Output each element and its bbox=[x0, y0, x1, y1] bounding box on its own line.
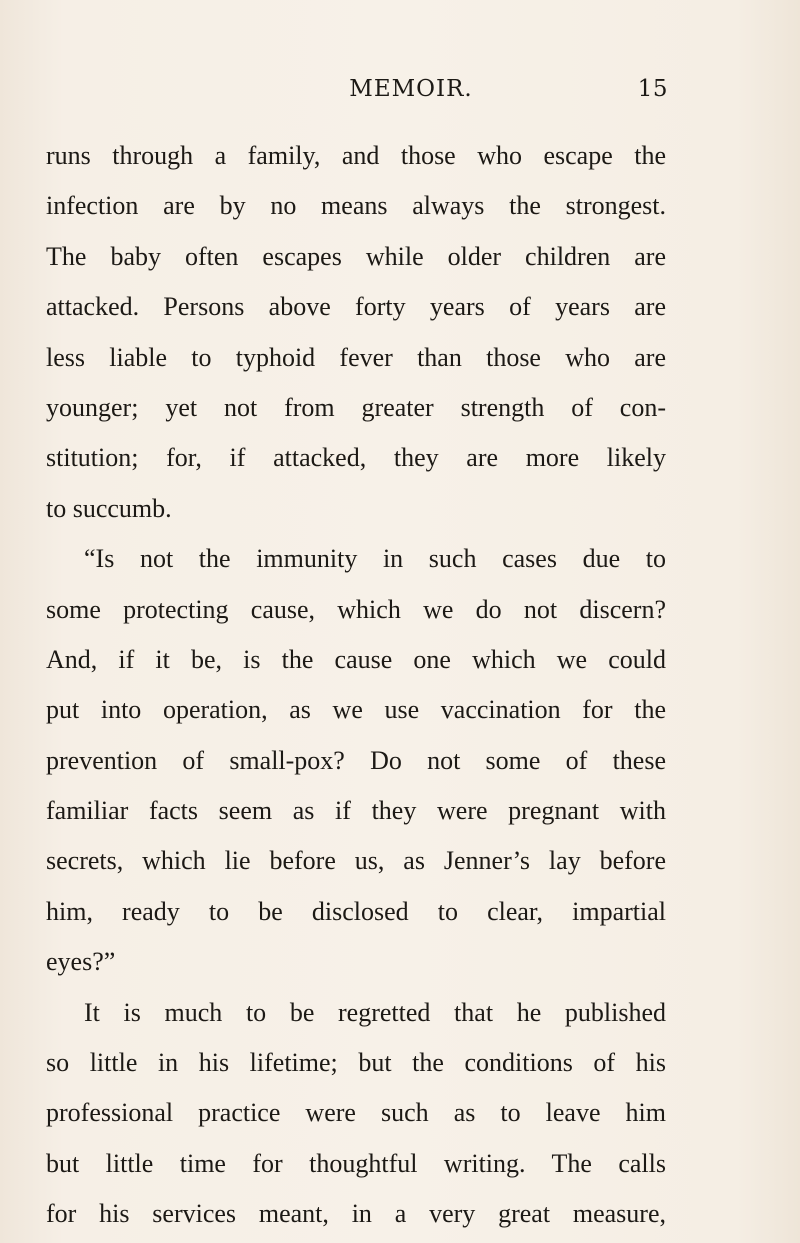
text-line: stitution; for, if attacked, they are more likely bbox=[46, 443, 666, 473]
text-line: some protecting cause, which we do not discern? bbox=[46, 594, 666, 624]
text-line: familiar facts seem as if they were pregnant with bbox=[46, 796, 666, 826]
running-header bbox=[0, 76, 800, 116]
text-line: for his services meant, in a very great measure, bbox=[46, 1199, 666, 1229]
text-line: “Is not the immunity in such cases due to bbox=[84, 544, 666, 574]
text-line: And, if it be, is the cause one which we could bbox=[46, 644, 666, 674]
text-line: put into operation, as we use vaccination for the bbox=[46, 695, 666, 725]
text-line: to succumb. bbox=[46, 493, 172, 523]
body-text bbox=[46, 131, 666, 1240]
text-line: professional practice were such as to leave him bbox=[46, 1098, 666, 1128]
text-line: runs through a family, and those who escape the bbox=[46, 141, 666, 170]
text-line: eyes?” bbox=[46, 947, 116, 977]
running-title: MEMOIR. bbox=[349, 76, 473, 102]
text-line: younger; yet not from greater strength of con- bbox=[46, 392, 666, 422]
text-line: The baby often escapes while older children are bbox=[46, 241, 666, 271]
text-line: It is much to be regretted that he published bbox=[84, 997, 666, 1027]
text-line: infection are by no means always the strongest. bbox=[46, 191, 666, 221]
page-number: 15 bbox=[637, 76, 668, 102]
text-line: him, ready to be disclosed to clear, impartial bbox=[46, 896, 666, 926]
text-line: secrets, which lie before us, as Jenner’s lay before bbox=[46, 846, 666, 876]
text-line: attacked. Persons above forty years of years are bbox=[46, 292, 666, 322]
text-line: so little in his lifetime; but the conditions of his bbox=[46, 1048, 666, 1078]
text-line: less liable to typhoid fever than those who are bbox=[46, 342, 666, 372]
text-line: prevention of small-pox? Do not some of these bbox=[46, 745, 666, 775]
text-line: but little time for thoughtful writing. The calls bbox=[46, 1148, 666, 1178]
